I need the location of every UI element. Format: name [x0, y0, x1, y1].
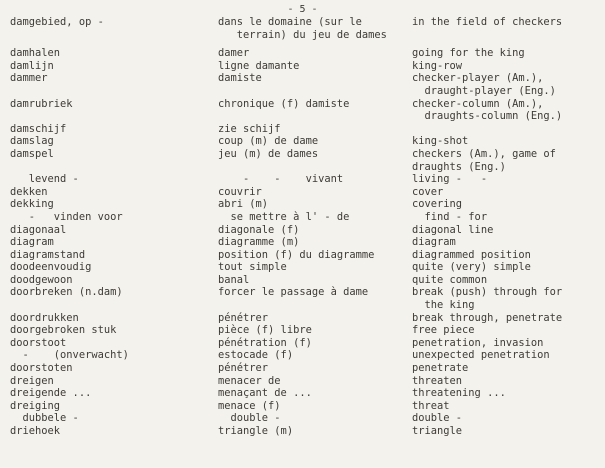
- french-term-line: double -: [218, 412, 281, 425]
- dutch-term-line: damslag: [10, 135, 54, 148]
- dutch-term-line: doodeenvoudig: [10, 261, 92, 274]
- english-term-line: draughts-column (Eng.): [412, 110, 563, 123]
- english-term: [412, 312, 605, 325]
- dutch-term: [0, 135, 218, 148]
- dutch-term: [0, 148, 218, 173]
- french-term-line: zie schijf: [218, 122, 281, 135]
- dutch-term-line: doorgebroken stuk: [10, 324, 117, 337]
- glossary-entry: [0, 47, 605, 60]
- glossary-entry: [0, 198, 605, 211]
- english-term: [412, 261, 605, 274]
- english-term: [412, 224, 605, 237]
- dutch-term: [0, 324, 218, 337]
- english-term-line: unexpected penetration: [412, 349, 550, 362]
- english-term-line: triangle: [412, 425, 463, 437]
- dutch-term: [0, 16, 218, 41]
- glossary-entry: [0, 412, 605, 425]
- english-term-line: free piece: [412, 324, 475, 337]
- glossary-entry: [0, 425, 605, 438]
- dutch-term: [0, 337, 218, 350]
- french-term-line: terrain) du jeu de dames: [218, 28, 387, 41]
- french-term: [218, 173, 412, 186]
- english-term: [412, 16, 605, 41]
- french-term-line: menaçant de ...: [218, 387, 312, 400]
- french-term: [218, 312, 412, 325]
- english-term: [412, 425, 605, 438]
- english-term: [412, 173, 605, 186]
- english-term: [412, 375, 605, 388]
- dutch-term: [0, 362, 218, 375]
- french-term-line: estocade (f): [218, 349, 294, 362]
- dutch-term-line: diagonaal: [10, 223, 67, 236]
- english-term: [412, 362, 605, 375]
- glossary-entry: [0, 186, 605, 199]
- english-term-line: threatening ...: [412, 387, 506, 400]
- english-term-line: quite (very) simple: [412, 261, 531, 274]
- glossary-entry: [0, 274, 605, 287]
- french-term-line: menacer de: [218, 374, 281, 387]
- dutch-term-line: doordrukken: [10, 311, 79, 324]
- glossary-entry: [0, 148, 605, 173]
- french-term: [218, 337, 412, 350]
- dutch-term-line: doorstoten: [10, 362, 73, 375]
- french-term-line: ligne damante: [218, 59, 300, 72]
- english-term: [412, 400, 605, 413]
- glossary-entry: [0, 375, 605, 388]
- french-term: [218, 349, 412, 362]
- french-term-line: - - vivant: [218, 173, 344, 186]
- glossary-entry: [0, 312, 605, 325]
- dutch-term-line: damschijf: [10, 122, 67, 135]
- english-term: [412, 337, 605, 350]
- french-term: [218, 375, 412, 388]
- english-term: [412, 198, 605, 211]
- glossary-entry: [0, 173, 605, 186]
- french-term: [218, 16, 412, 41]
- glossary-entry: [0, 286, 605, 311]
- dutch-term: [0, 198, 218, 211]
- glossary-entry: [0, 387, 605, 400]
- english-term: [412, 98, 605, 123]
- french-term: [218, 236, 412, 249]
- glossary-entry: [0, 211, 605, 224]
- english-term: [412, 186, 605, 199]
- french-term-line: pénétrer: [218, 362, 269, 375]
- dutch-term: [0, 286, 218, 311]
- english-term: [412, 387, 605, 400]
- dutch-term-line: dreigen: [10, 374, 54, 387]
- glossary-entry: [0, 261, 605, 274]
- french-term-line: jeu (m) de dames: [218, 147, 319, 160]
- english-term-line: penetration, invasion: [412, 336, 544, 349]
- english-term-line: break (push) through for: [412, 286, 563, 299]
- french-term: [218, 98, 412, 123]
- glossary-entry: [0, 362, 605, 375]
- english-term-line: checkers (Am.), game of: [412, 147, 556, 160]
- dutch-term-line: damspel: [10, 147, 54, 160]
- french-term-line: pièce (f) libre: [218, 324, 312, 337]
- english-term-line: going for the king: [412, 47, 525, 60]
- dutch-term-line: damhalen: [10, 47, 61, 60]
- english-term-line: in the field of checkers: [412, 16, 563, 28]
- french-term-line: pénétration (f): [218, 336, 312, 349]
- glossary-entry: [0, 16, 605, 41]
- english-term-line: checker-column (Am.),: [412, 97, 544, 110]
- english-term: [412, 47, 605, 60]
- french-term: [218, 324, 412, 337]
- dutch-term-line: diagram: [10, 236, 54, 249]
- dutch-term-line: levend -: [10, 173, 79, 186]
- english-term-line: double -: [412, 412, 463, 425]
- glossary-entry: [0, 60, 605, 73]
- dutch-term: [0, 425, 218, 438]
- french-term: [218, 274, 412, 287]
- french-term-line: menace (f): [218, 399, 281, 412]
- dutch-term-line: - vinden voor: [10, 210, 123, 223]
- french-term-line: abri (m): [218, 198, 269, 211]
- english-term-line: break through, penetrate: [412, 311, 563, 324]
- dutch-term-line: dubbele -: [10, 412, 79, 425]
- dutch-term: [0, 123, 218, 136]
- dutch-term: [0, 186, 218, 199]
- english-term-line: checker-player (Am.),: [412, 72, 544, 85]
- french-term: [218, 148, 412, 173]
- dutch-term: [0, 349, 218, 362]
- dutch-term-line: dreigende ...: [10, 387, 92, 400]
- dutch-term: [0, 236, 218, 249]
- dutch-term: [0, 72, 218, 97]
- english-term-line: quite common: [412, 273, 488, 286]
- dutch-term: [0, 375, 218, 388]
- dutch-term-line: dekken: [10, 185, 48, 198]
- french-term-line: diagonale (f): [218, 223, 300, 236]
- glossary-entry: [0, 236, 605, 249]
- english-term: [412, 249, 605, 262]
- english-term: [412, 274, 605, 287]
- english-term-line: king-shot: [412, 135, 469, 148]
- english-term-line: penetrate: [412, 362, 469, 375]
- french-term: [218, 123, 412, 136]
- french-term: [218, 400, 412, 413]
- english-term-line: [412, 123, 605, 136]
- french-term-line: se mettre à l' - de: [218, 210, 350, 223]
- french-term-line: diagramme (m): [218, 236, 300, 249]
- dutch-term-line: dammer: [10, 72, 48, 85]
- dutch-term-line: - (onverwacht): [10, 349, 129, 362]
- french-term: [218, 60, 412, 73]
- french-term: [218, 362, 412, 375]
- glossary-entry: [0, 324, 605, 337]
- french-term-line: tout simple: [218, 261, 287, 274]
- french-term-line: damiste: [218, 72, 262, 85]
- english-term-line: living - -: [412, 173, 488, 186]
- english-term: [412, 349, 605, 362]
- french-term: [218, 198, 412, 211]
- french-term: [218, 72, 412, 97]
- english-term: [412, 236, 605, 249]
- glossary-entry: [0, 72, 605, 97]
- dutch-term: [0, 274, 218, 287]
- french-term: [218, 135, 412, 148]
- english-term: [412, 412, 605, 425]
- page-number: - 5 -: [287, 4, 318, 15]
- english-term: [412, 123, 605, 136]
- glossary-entry: [0, 123, 605, 136]
- french-term-line: chronique (f) damiste: [218, 97, 350, 110]
- english-term-line: draughts (Eng.): [412, 160, 506, 173]
- french-term-line: dans le domaine (sur le: [218, 16, 362, 28]
- dutch-term-line: dekking: [10, 198, 54, 211]
- dutch-term-line: damrubriek: [10, 97, 73, 110]
- dutch-term: [0, 98, 218, 123]
- dutch-term-line: dreiging: [10, 399, 61, 412]
- english-term: [412, 72, 605, 97]
- english-term-line: find - for: [412, 210, 488, 223]
- french-term: [218, 286, 412, 311]
- glossary-table: [0, 16, 605, 438]
- english-term-line: diagonal line: [412, 223, 494, 236]
- english-term: [412, 324, 605, 337]
- english-term: [412, 148, 605, 173]
- french-term: [218, 261, 412, 274]
- french-term: [218, 47, 412, 60]
- french-term: [218, 211, 412, 224]
- english-term: [412, 286, 605, 311]
- dutch-term-line: doorstoot: [10, 336, 67, 349]
- glossary-entry: [0, 249, 605, 262]
- dutch-term: [0, 312, 218, 325]
- english-term-line: cover: [412, 185, 444, 198]
- english-term-line: covering: [412, 198, 463, 211]
- english-term-line: diagram: [412, 236, 456, 249]
- dutch-term-line: driehoek: [10, 425, 61, 437]
- glossary-entry: [0, 400, 605, 413]
- english-term: [412, 60, 605, 73]
- dutch-term: [0, 249, 218, 262]
- dutch-term-line: diagramstand: [10, 248, 86, 261]
- french-term: [218, 412, 412, 425]
- english-term-line: draught-player (Eng.): [412, 84, 556, 97]
- english-term-line: threat: [412, 399, 450, 412]
- dutch-term: [0, 173, 218, 186]
- english-term-line: the king: [412, 299, 475, 312]
- glossary-entry: [0, 98, 605, 123]
- french-term-line: triangle (m): [218, 425, 294, 437]
- french-term: [218, 387, 412, 400]
- english-term-line: threaten: [412, 374, 463, 387]
- glossary-entry: [0, 349, 605, 362]
- french-term-line: damer: [218, 47, 250, 60]
- french-term: [218, 425, 412, 438]
- dutch-term: [0, 412, 218, 425]
- dutch-term-line: doorbreken (n.dam): [10, 286, 123, 299]
- dutch-term: [0, 60, 218, 73]
- french-term-line: banal: [218, 273, 250, 286]
- french-term-line: position (f) du diagramme: [218, 248, 375, 261]
- french-term: [218, 186, 412, 199]
- french-term: [218, 224, 412, 237]
- dutch-term: [0, 261, 218, 274]
- dutch-term: [0, 211, 218, 224]
- french-term: [218, 249, 412, 262]
- dutch-term: [0, 387, 218, 400]
- dutch-term: [0, 400, 218, 413]
- glossary-entry: [0, 135, 605, 148]
- french-term-line: coup (m) de dame: [218, 135, 319, 148]
- english-term-line: diagrammed position: [412, 248, 531, 261]
- dutch-term: [0, 224, 218, 237]
- french-term-line: pénétrer: [218, 311, 269, 324]
- glossary-entry: [0, 224, 605, 237]
- dutch-term: [0, 47, 218, 60]
- dutch-term-line: doodgewoon: [10, 273, 73, 286]
- english-term: [412, 135, 605, 148]
- french-term-line: couvrir: [218, 185, 262, 198]
- dutch-term-line: damgebied, op -: [10, 16, 104, 28]
- english-term: [412, 211, 605, 224]
- french-term-line: forcer le passage à dame: [218, 286, 369, 299]
- glossary-entry: [0, 337, 605, 350]
- english-term-line: king-row: [412, 59, 463, 72]
- dutch-term-line: damlijn: [10, 59, 54, 72]
